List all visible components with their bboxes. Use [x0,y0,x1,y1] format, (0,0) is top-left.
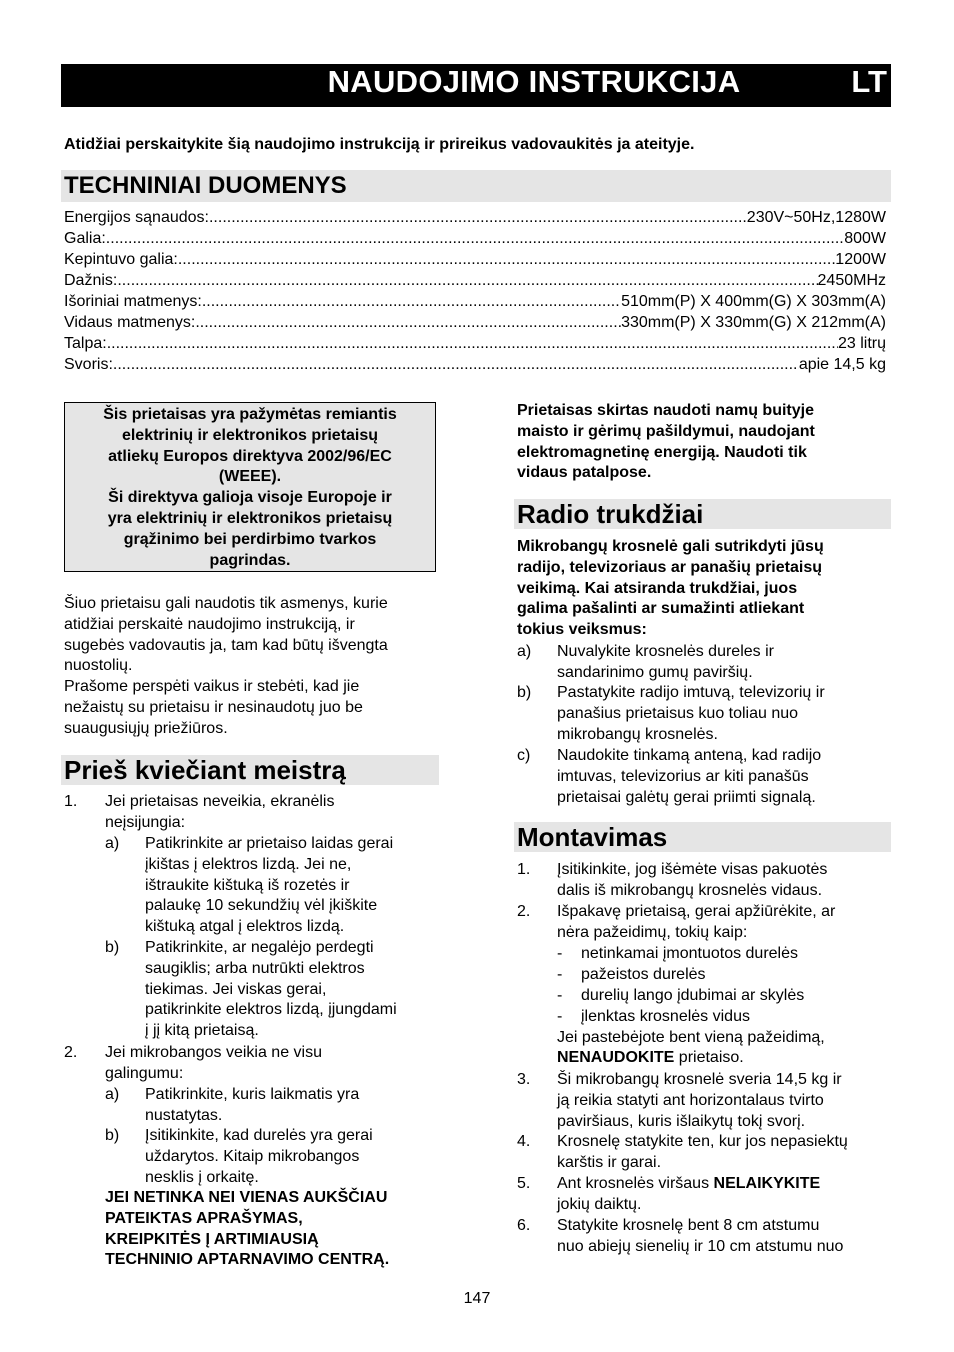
list-number: 4. [517,1133,531,1150]
title-bar [61,64,891,107]
list-item-text: Ant krosnelės viršaus [557,1175,714,1192]
spec-value: 230V~50Hz,1280W [746,209,886,226]
list-item [557,860,888,902]
dash-item: durelių lango įdubimai ar skylės [581,987,805,1004]
warning-line: TECHNINIO APTARNAVIMO CENTRĄ. [105,1251,390,1269]
list-item-line: prietaisai galėtų gerai priimti signalą. [557,788,816,806]
dash-item: netinkamai įmontuotos durelės [581,945,799,962]
paragraph-line: Prietaisas skirtas naudoti namų buityje [517,402,814,419]
dot-leader [195,312,621,333]
list-item-line: Nuvalykite krosnelės dureles ir [557,643,774,660]
radio-interference-heading: Radio trukdžiai [514,499,891,529]
spec-label: Svoris: [64,356,113,373]
spec-row [64,312,886,333]
paragraph-line: elektromagnetinę energiją. Naudoti tik [517,443,807,461]
spec-label: Talpa: [64,335,107,352]
page-number: 147 [463,1290,491,1307]
list-item-line: palaukę 10 sekundžių vėl įkiškite [145,897,378,915]
spec-label: Energijos sąnaudos: [64,209,209,226]
dash-item: įlenktas krosnelės vidus [581,1008,750,1025]
paragraph-line: vidaus patalpose. [517,464,652,482]
list-item-line: nėra pažeidimų, tokių kaip: [557,923,748,941]
damage-note: Jei pastebėjote bent vieną pažeidimą, [557,1029,825,1046]
list-item [557,1132,892,1174]
spec-value: 23 litrų [837,335,886,352]
dash-item: pažeistos durelės [581,966,706,983]
sub-list-item [145,938,440,1042]
list-item-line: Patikrinkite ar prietaiso laidas gerai [145,835,394,852]
paragraph-line: veikimą. Kai atsiranda trukdžiai, juos [517,579,798,597]
service-center-warning [105,1188,445,1271]
sub-list-item [557,683,887,745]
weee-notice-box [64,402,436,572]
warning-line: KREIPKITĖS Į ARTIMIAUSIĄ [105,1230,319,1248]
before-service-heading: Prieš kviečiant meistrą [61,755,439,785]
list-item-line: saugiklis; arba nutrūkti elektros [145,959,365,977]
spec-label: Vidaus matmenys: [64,314,196,331]
list-item-line: Išpakavę prietaisą, gerai apžiūrėkite, ar [557,903,836,920]
spec-label: Išoriniai matmenys: [64,293,202,310]
weee-line: (WEEE). [218,468,282,486]
spec-row [64,270,886,291]
spec-row [64,291,886,312]
tech-heading: TECHNINIAI DUOMENYS [61,170,891,202]
sub-list-item [557,746,887,808]
spec-value: 510mm(P) X 400mm(G) X 303mm(A) [621,293,886,310]
spec-row [64,207,886,228]
weee-line: grąžinimo bei perdirbimo tvarkos [123,530,377,548]
list-item-line: Jei prietaisas neveikia, ekranėlis [105,793,335,810]
sub-list-letter: c) [517,747,531,764]
paragraph-line: tokius veiksmus: [517,621,647,639]
list-item [105,1043,435,1085]
do-not-use-emphasis: NENAUDOKITE [557,1049,675,1066]
page-title: NAUDOJIMO INSTRUKCIJA [327,64,741,99]
list-item-line: kištuką atgal į elektros lizdą. [145,918,345,936]
sub-list-item [145,834,440,938]
list-item-line: ištraukite kištuką iš rozetės ir [145,876,350,894]
spec-row [64,333,886,354]
list-item-line: nustatytas. [145,1106,223,1124]
spec-value: apie 14,5 kg [798,356,886,373]
list-item-line: jokių daiktų. [557,1195,642,1213]
list-item-line: nuo abiejų sienelių ir 10 cm atstumu nuo [557,1237,844,1255]
weee-line: Ši direktyva galioja visoje Europoje ir [108,489,392,507]
dot-leader [117,270,817,291]
list-number: 2. [64,1044,78,1061]
warning-line: PATEIKTAS APRAŠYMAS, [105,1209,303,1227]
paragraph-line: sugebės vadovautis ja, tam kad būtų išvengta [64,636,388,654]
list-item-line: neįsijungia: [105,813,186,831]
paragraph-line: nuostolių. [64,657,133,675]
spec-label: Galia: [64,230,106,247]
sub-list-item [557,642,887,684]
sub-list-letter: a) [105,835,120,852]
weee-line: Šis prietaisas yra pažymėtas remiantis [103,406,397,423]
paragraph-line: Mikrobangų krosnelė gali sutrikdyti jūsų [517,538,824,555]
dot-leader [107,333,838,354]
do-not-use-note [557,1048,744,1069]
list-item-line: sandarinimo gumų paviršių. [557,663,753,681]
list-item-line: imtuvas, televizorius ar kiti panašūs [557,767,809,785]
list-item-line: Įsitikinkite, kad durelės yra gerai [145,1127,373,1144]
list-item-line: uždarytos. Kitaip mikrobangos [145,1147,360,1165]
sub-list-letter: b) [105,939,120,956]
list-item [557,1216,892,1258]
spec-label: Kepintuvo galia: [64,251,178,268]
weee-line: elektrinių ir elektronikos prietaisų [121,426,379,444]
sub-list-letter: b) [517,684,532,701]
list-number: 2. [517,903,531,920]
dash-bullet: - [557,966,563,983]
sub-list-letter: a) [517,643,532,660]
list-number: 1. [517,861,531,878]
list-item-line [557,1174,892,1195]
list-item-line: tiekimas. Jei viskas gerai, [145,980,327,998]
list-number: 3. [517,1071,531,1088]
list-item-line: paviršiaus, kuris išlaikytų tokį svorį. [557,1112,806,1130]
list-item-line: į jį kitą prietaisą. [145,1022,259,1040]
list-number: 6. [517,1217,531,1234]
paragraph-line: nežaistų su prietaisu ir nesinaudotų juo be [64,698,363,716]
list-item-line: Jei mikrobangos veikia ne visu [105,1044,322,1061]
dash-bullet: - [557,1008,563,1025]
spec-value: 2450MHz [817,272,886,289]
paragraph-line: Šiuo prietaisu gali naudotis tik asmenys, kurie [64,595,388,612]
spec-row [64,354,886,375]
usage-warning-paragraph [64,594,436,740]
installation-heading: Montavimas [514,822,891,852]
dot-leader [113,354,799,375]
weee-line: yra elektrinių ir elektronikos prietaisų [107,509,393,527]
list-item-line: Patikrinkite, ar negalėjo perdegti [145,939,374,956]
language-code: LT [851,64,887,99]
list-item-line: Ši mikrobangų krosnelė sveria 14,5 kg ir [557,1071,842,1088]
list-item-line: Statykite krosnelę bent 8 cm atstumu [557,1217,820,1234]
intro-text: Atidžiai perskaitykite šią naudojimo instrukciją ir prireikus vadovaukitės ja ateityje. [64,136,695,153]
dot-leader [202,291,621,312]
list-item-line: nesklis į orkaitę. [145,1168,259,1186]
sub-list-letter: a) [105,1086,120,1103]
paragraph-line: galima pašalinti ar sumažinti atliekant [517,600,805,618]
list-item-line: karštis ir garai. [557,1153,662,1171]
paragraph-line: suaugusiųjų priežiūros. [64,719,228,737]
list-item-line: Įsitikinkite, jog išėmėte visas pakuotės [557,861,828,878]
list-item-line: įkištas į elektros lizdą. Jei ne, [145,855,352,873]
list-item-line: dalis iš mikrobangų krosnelės vidaus. [557,881,823,899]
list-number: 5. [517,1175,531,1192]
list-item-line: Naudokite tinkamą anteną, kad radijo [557,747,822,764]
sub-list-item [145,1126,440,1188]
list-item [557,1174,892,1216]
list-item-line: galingumu: [105,1064,184,1082]
list-number: 1. [64,793,78,810]
dot-leader [178,249,835,270]
paragraph-line: atidžiai perskaitė naudojimo instrukciją, ir [64,615,355,633]
weee-line: pagrindas. [209,551,291,569]
list-item [557,1070,892,1132]
spec-value: 1200W [835,251,886,268]
weee-line: atliekų Europos direktyva 2002/96/EC [108,447,392,465]
spec-row [64,249,886,270]
list-item-line: mikrobangų krosnelės. [557,725,718,743]
do-not-keep-emphasis: NELAIKYKITE [713,1175,821,1192]
list-item-line: Patikrinkite, kuris laikmatis yra [145,1086,360,1103]
paragraph-line: radijo, televizoriaus ar panašių prietaisų [517,558,822,576]
spec-value: 330mm(P) X 330mm(G) X 212mm(A) [621,314,886,331]
paragraph-line: maisto ir gėrimų pašildymui, naudojant [517,422,815,440]
list-item-line: ją reikia statyti ant horizontalaus tvirto [557,1091,824,1109]
spec-row [64,228,886,249]
warning-line: JEI NETINKA NEI VIENAS AUKŠČIAU [105,1189,388,1206]
spec-label: Dažnis: [64,272,118,289]
dot-leader [209,207,747,228]
dash-bullet: - [557,987,563,1004]
dot-leader [106,228,844,249]
do-not-use-tail: prietaiso. [674,1049,744,1066]
list-item [557,902,888,944]
sub-list-item [145,1085,440,1127]
paragraph-line: Prašome perspėti vaikus ir stebėti, kad jie [64,678,360,696]
sub-list-letter: b) [105,1127,120,1144]
dash-bullet: - [557,945,563,962]
list-item-line: patikrinkite elektros lizdą, įjungdami [145,1001,397,1019]
spec-value: 800W [844,230,886,247]
list-item [105,792,435,834]
list-item-line: Pastatykite radijo imtuvą, televizorių ir [557,684,825,701]
list-item-line: Krosnelę statykite ten, kur jos nepasiektų [557,1133,848,1150]
intended-use-paragraph [517,401,862,484]
list-item-line: panašius prietaisus kuo toliau nuo [557,704,799,722]
radio-interference-intro [517,537,877,641]
